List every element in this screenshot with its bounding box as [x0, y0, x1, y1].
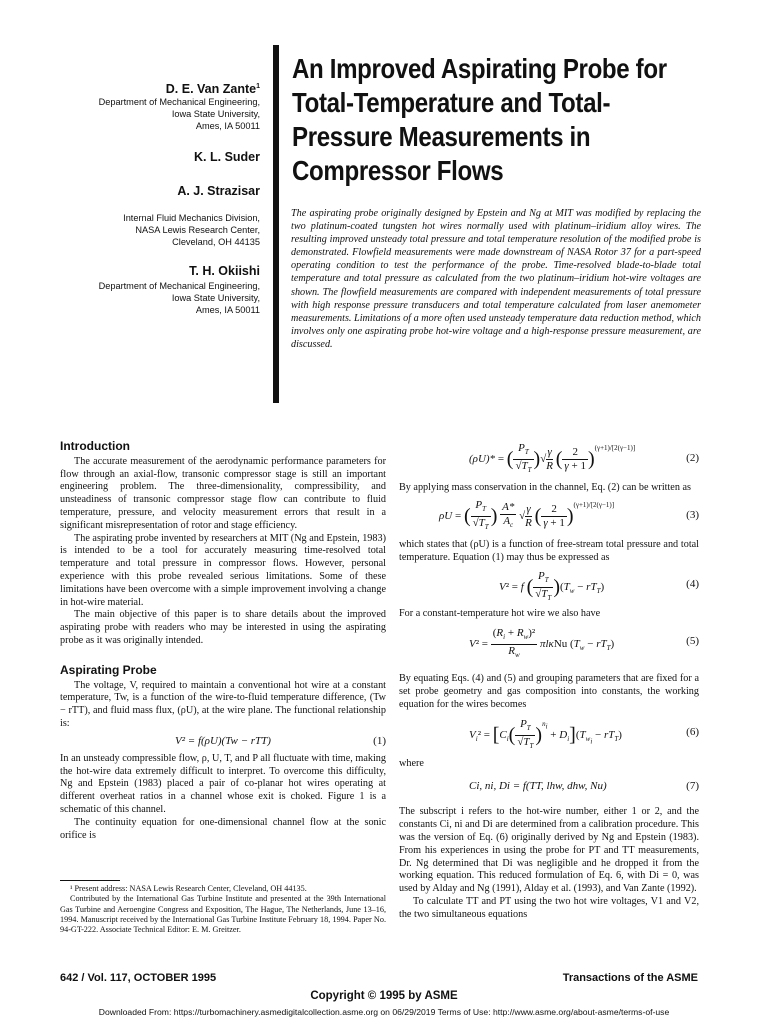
abstract: The aspirating probe originally designed by Epstein and Ng at MIT was modified by replacing the two platinum-coated tungsten hot wires normally used with platinum–iridium alloy wires. The resulting improved unsteady total pressure and total temperature resolution of the modified probe is demonstrated. Flowfield measurements were made downstream of NASA Rotor 37 for a part-speed operating condition to test the performance of the probe. Time-resolved blade-to-blade total temperature and total pressure as calculated from the two platinum–iridium hot-wire voltages are shown. The flowfield measurements are compared with independent measurements of total pressure with high response pressure transducers and total temperature calculated from laser anemometer measurements. Limitations of a more often used unsteady temperature data reduction method, which involves only one aspirating probe hot-wire voltage and a high-response pressure measurement, are discussed. — [291, 208, 701, 350]
paragraph: which states that (ρU) is a function of free-stream total pressure and total temperature. Equation (1) may thus be expressed as — [399, 538, 699, 563]
left-column — [60, 440, 386, 842]
equation-2: (ρU)* = ( $\frac{P_T}{√T_T}$ )√ $\frac{\gamma}{R}$ ( $\frac{2}{\gamma + 1}$ )$^{(\gamma+1)/[2(\gamma-1)]}$ (2) — [469, 442, 699, 475]
author-affiliation: Internal Fluid Mechanics Division, NASA Lewis Research Center, Cleveland, OH 44135 — [123, 213, 260, 247]
paragraph: The main objective of this paper is to share details about the improved aspirating probe with readers who may be interested in using the aspirating probe as it was originally intended. — [60, 609, 386, 646]
section-heading: Introduction — [60, 439, 130, 453]
author-name: D. E. Van Zante$^1$ — [165, 82, 260, 96]
author-affiliation: Department of Mechanical Engineering, Iowa State University, Ames, IA 50011 — [98, 281, 260, 315]
author-block — [60, 82, 260, 316]
paragraph: where — [399, 757, 424, 769]
download-notice: Downloaded From: https://turbomachinery.asmedigitalcollection.asme.org on 06/29/2019 Terms of Use: http://www.asme.org/about-asme/terms-of-use — [98, 1007, 670, 1017]
paragraph: In an unsteady compressible flow, ρ, U, T, and P all fluctuate with time, making the hot-wire data extremely difficult to interpret. To overcome this difficulty, Ng and Epstein (1983) placed a pair of co-planar hot wires operating at different overheat ratios in a channel whose exit is choked. Figure 1 is a schematic of this channel. — [60, 752, 386, 815]
equation-3: ρU = ( $\frac{P_T}{√T_T}$ ) $\frac{A*}{A_c}$ √ $\frac{\gamma}{R}$ ( $\frac{2}{\gamma + 1}$ )$^{(\gamma+1)/[2(\gamma-1)]}$ (3) — [439, 498, 699, 531]
footnotes: ¹ Present address: NASA Lewis Research Center, Cleveland, OH 44135. Contributed by the International Gas Turbine Institute and presented at the 39th International Gas Turbine and Aeroengine Congress and Exposition, The Hague, The Netherlands, June 13–16, 1994. Manuscript received by the International Gas Turbine Institute February 18, 1994. Paper No. 94-GT-222. Associate Technical Editor: E. M. Greitzer. — [60, 884, 386, 935]
equation-4: V² = f ( $\frac{P_T}{√T_T}$ )$(T_w - rT_T)$ (4) — [499, 570, 699, 603]
author-name: K. L. Suder — [194, 150, 260, 164]
paragraph: The subscript i refers to the hot-wire number, either 1 or 2, and the constants Ci, ni and Di are determined from a calibration procedure. This was the version of Eq. (6) originally derived by Ng and Epstein (1983). From his experiences in using the probe for PT and TT measurements, Dr. Ng determined that Di was negligible and he dropped it from the working equation. This reduced formulation of Eq. 6, with Di = 0, was used by Alday and Ng (1991), Alday et al. (1993), and Van Zante (1992). — [399, 806, 699, 895]
paper-title: An Improved Aspirating Probe for Total-Temperature and Total-Pressure Measurements in Compressor Flows — [292, 53, 667, 186]
author-name: A. J. Strazisar — [177, 184, 260, 198]
equation-1: V² = f(ρU)(Tw − rTT) (1) — [175, 734, 386, 747]
paragraph: By applying mass conservation in the channel, Eq. (2) can be written as — [399, 482, 691, 493]
paragraph: The continuity equation for one-dimensional channel flow at the sonic orifice is — [60, 816, 386, 841]
equation-6: $V_i^2 = [C_i$( $\frac{P_T}{√T_T}$ )$^{n_i} + D_i](T_{w_i} - rT_T)$ (6) — [469, 717, 699, 750]
title-rule — [273, 45, 279, 403]
paragraph: To calculate TT and PT using the two hot wire voltages, V1 and V2, the two simultaneous equations — [399, 895, 699, 920]
paragraph: The aspirating probe invented by researchers at MIT (Ng and Epstein, 1983) is intended to be a tool for accurately measuring time-resolved total temperature and total pressure in compressor flows. However, personal experience with this probe revealed serious limitations. Some of these limitations have been overcome with a simple improvement involving a change in hot-wire material. — [60, 532, 386, 608]
author-name: T. H. Okiishi — [189, 264, 260, 278]
copyright-notice: Copyright © 1995 by ASME — [310, 990, 458, 1002]
paragraph: The voltage, V, required to maintain a conventional hot wire at a constant temperature, Tw, is a function of the wire-to-fluid temperature difference, (Tw − rTT), and fluid mass flux, (ρU), at the wire plane. The functional relationship is: — [60, 679, 386, 729]
right-column — [399, 440, 699, 922]
paragraph: By equating Eqs. (4) and (5) and grouping parameters that are fixed for a set probe geometry and gas composition into constants, the working equation for the wires becomes — [399, 673, 699, 710]
section-heading: Aspirating Probe — [60, 662, 157, 677]
paragraph: For a constant-temperature hot wire we also have — [399, 608, 601, 620]
journal-name: Transactions of the ASME — [562, 972, 698, 984]
footnote-rule — [60, 880, 120, 881]
equation-5: V² = $\frac{(R_i + R_w)^2}{R_w}$ πlκNu $(T_w - rT_T)$ (5) — [469, 627, 699, 660]
author-affiliation: Department of Mechanical Engineering, Iowa State University, Ames, IA 50011 — [98, 97, 260, 131]
equation-7: Ci, ni, Di = f(TT, lhw, dhw, Nu) (7) — [469, 780, 699, 793]
page-folio: 642 / Vol. 117, OCTOBER 1995 — [60, 972, 217, 984]
paragraph: The accurate measurement of the aerodynamic performance parameters for flow through an axial-flow, transonic compressor stage is still an important engineering problem. The three-dimensionality, compressibility, and unsteadiness of transonic compressor stage flow can contribute to fluid temperature, pressure, and velocity measurement errors that result in a significant misrepresentation of rotor and stage efficiency. — [60, 455, 386, 531]
